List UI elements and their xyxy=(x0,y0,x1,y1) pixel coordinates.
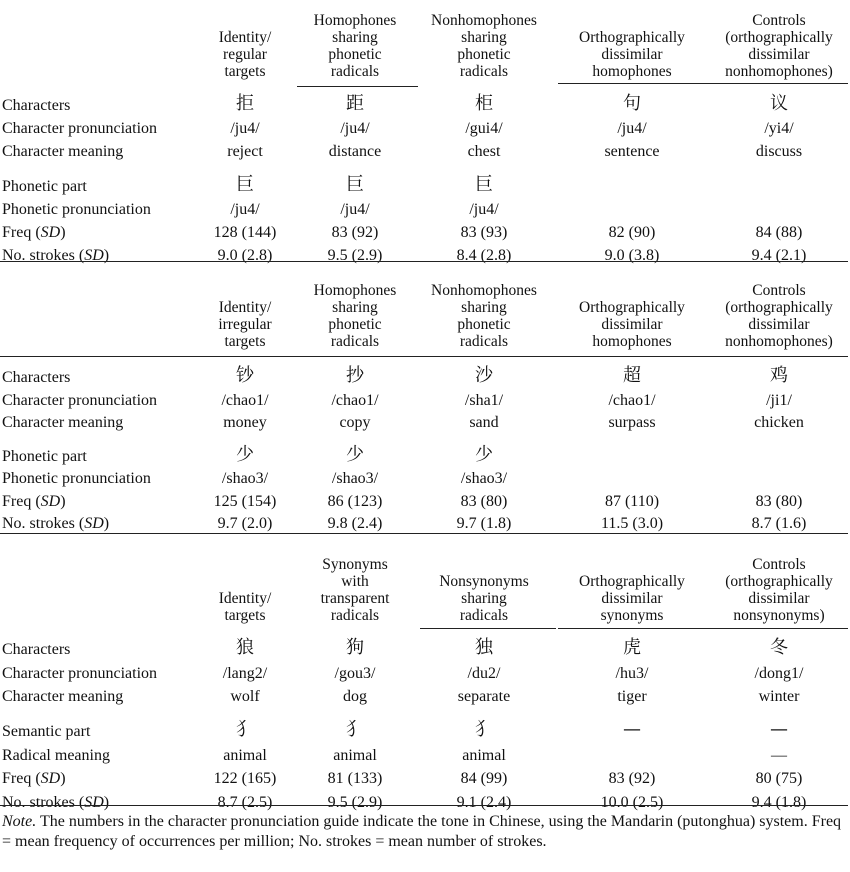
column-header-line: Nonhomophones xyxy=(431,12,537,29)
row-label xyxy=(2,368,70,388)
row-label xyxy=(2,447,87,467)
table-cell: 80 (75) xyxy=(755,770,803,788)
row-label xyxy=(2,119,157,139)
table-cell: 9.0 (3.8) xyxy=(604,246,660,264)
column-header-line: nonhomophones) xyxy=(725,63,833,80)
row-label-text: Character pronunciation xyxy=(2,664,158,682)
row-label-text: Freq xyxy=(2,770,32,788)
column-header xyxy=(557,573,707,624)
table-cell: reject xyxy=(227,143,263,160)
row-label-sd: SD xyxy=(40,770,61,788)
row-label xyxy=(2,142,123,162)
table-cell: 狼 xyxy=(236,637,254,658)
table-cell: 少 xyxy=(236,443,254,465)
table-cell: 125 (154) xyxy=(213,492,277,510)
column-header xyxy=(190,29,300,80)
header-rule xyxy=(420,628,556,629)
table-cell: money xyxy=(223,414,267,431)
row-label-text: Character meaning xyxy=(2,414,124,431)
column-header-line: Orthographically xyxy=(579,29,685,46)
column-header-line: phonetic xyxy=(457,46,511,63)
table-cell: separate xyxy=(457,688,511,705)
column-header xyxy=(704,12,850,80)
column-header xyxy=(190,590,300,624)
table-cell: /ju4/ xyxy=(340,120,370,137)
table-cell: — xyxy=(770,719,788,741)
column-header-line: Controls xyxy=(752,282,806,299)
column-header-line: dissimilar xyxy=(748,46,810,63)
table-cell: 8.4 (2.8) xyxy=(456,246,512,264)
row-label-text: Character pronunciation xyxy=(2,391,158,409)
column-header-line: Controls xyxy=(752,12,806,29)
table-cell: /ju4/ xyxy=(617,120,647,137)
table-cell: /ju4/ xyxy=(340,200,370,218)
table-cell: 鸡 xyxy=(770,365,788,386)
column-header-line: Identity/ xyxy=(218,590,272,607)
row-label xyxy=(2,722,90,742)
column-header-line: radicals xyxy=(330,607,380,624)
table-cell: /shao3/ xyxy=(460,470,508,488)
column-header-line: targets xyxy=(224,607,266,624)
table-cell: /ju4/ xyxy=(469,200,499,218)
table-cell: 巨 xyxy=(475,173,493,195)
row-label-sd: SD xyxy=(40,223,61,241)
row-label-text: Character pronunciation xyxy=(2,120,158,137)
row-label-text: Characters xyxy=(2,97,71,114)
column-header-line: Nonsynonyms xyxy=(439,573,529,590)
table-cell: 9.7 (1.8) xyxy=(456,515,512,533)
row-label-text: No. strokes xyxy=(2,793,75,811)
row-label-text: Phonetic pronunciation xyxy=(2,200,151,218)
table-cell: 议 xyxy=(770,93,788,114)
table-cell: 8.7 (1.6) xyxy=(751,515,807,533)
column-header-line: Nonhomophones xyxy=(431,282,537,299)
table-cell: 拒 xyxy=(236,93,254,114)
column-header-line: Controls xyxy=(752,556,806,573)
table-cell: /chao1/ xyxy=(608,391,656,409)
column-header xyxy=(409,573,559,624)
table-cell: 句 xyxy=(623,93,641,114)
table-cell: /du2/ xyxy=(467,664,501,682)
table-cell: animal xyxy=(462,746,506,764)
column-header-line: phonetic xyxy=(328,316,382,333)
note-text: The numbers in the character pronunciation guide indicate the tone in Chinese, using the Mandarin (putonghua) system. Freq = mean frequency of occurrences per million; No. strokes = mean number of strokes. xyxy=(2,813,842,850)
column-header xyxy=(704,556,850,624)
table-cell: 虎 xyxy=(623,637,641,658)
table-cell: /gui4/ xyxy=(465,120,503,137)
table-cell: winter xyxy=(758,688,800,705)
row-label-text: Characters xyxy=(2,369,71,386)
column-header-line: dissimilar xyxy=(601,316,663,333)
row-label: Freq (SD) xyxy=(2,492,66,510)
header-rule xyxy=(558,83,848,84)
table-cell: 冬 xyxy=(770,637,788,658)
table-cell: 83 (80) xyxy=(460,492,508,510)
table-cell: sentence xyxy=(604,143,660,160)
bottom-rule xyxy=(0,805,848,806)
row-label-text: Freq xyxy=(2,223,32,241)
column-header-line: sharing xyxy=(332,299,378,316)
column-header-line: (orthographically xyxy=(725,29,833,46)
table-cell: — xyxy=(623,719,641,741)
row-label-text: Character meaning xyxy=(2,143,124,160)
table-note xyxy=(2,812,848,852)
table-cell: 9.4 (1.8) xyxy=(751,793,807,811)
row-label-text: Characters xyxy=(2,641,71,658)
table-cell: tiger xyxy=(617,688,647,705)
table-cell: 9.4 (2.1) xyxy=(751,246,807,264)
table-cell: chicken xyxy=(754,414,804,431)
row-label-text: Freq xyxy=(2,492,32,510)
row-label-sd: SD xyxy=(84,793,104,811)
table-cell: dog xyxy=(343,688,367,705)
row-label: No. strokes (SD) xyxy=(2,793,110,811)
column-header-line: sharing xyxy=(461,590,507,607)
table-cell: 83 (93) xyxy=(460,223,508,241)
row-label xyxy=(2,200,151,220)
column-header-line: transparent xyxy=(320,590,390,607)
section-divider xyxy=(0,533,848,534)
section-divider xyxy=(0,261,848,262)
table-cell: sand xyxy=(469,414,499,431)
table-cell: 83 (80) xyxy=(755,492,803,510)
table-cell: 犭 xyxy=(475,719,493,741)
column-header-line: (orthographically xyxy=(725,573,833,590)
column-header-line: Synonyms xyxy=(322,556,388,573)
column-header-line: radicals xyxy=(459,607,509,624)
table-cell: 9.7 (2.0) xyxy=(217,515,273,533)
table-cell: /chao1/ xyxy=(331,391,379,409)
column-header-line: nonsynonyms) xyxy=(733,607,825,624)
row-label xyxy=(2,391,157,411)
table-cell: wolf xyxy=(230,688,260,705)
table-cell: 少 xyxy=(475,443,493,465)
table-cell: 犭 xyxy=(346,719,364,741)
table-cell: 8.7 (2.5) xyxy=(217,793,273,811)
column-header-line: sharing xyxy=(461,29,507,46)
column-header-line: Orthographically xyxy=(579,299,685,316)
table-cell: 抄 xyxy=(346,365,364,386)
column-header-line: homophones xyxy=(592,63,672,80)
table-cell: 9.5 (2.9) xyxy=(327,793,383,811)
row-label: Freq (SD) xyxy=(2,770,66,788)
table-cell: 83 (92) xyxy=(331,223,379,241)
column-header-line: sharing xyxy=(332,29,378,46)
column-header-line: dissimilar xyxy=(601,590,663,607)
table-cell: distance xyxy=(328,143,382,160)
header-rule xyxy=(0,356,848,357)
table-cell: discuss xyxy=(755,143,803,160)
table-cell: /shao3/ xyxy=(331,470,379,488)
column-header-line: dissimilar xyxy=(748,316,810,333)
table-cell: animal xyxy=(223,746,267,764)
table-cell: 沙 xyxy=(475,365,493,386)
column-header-line: sharing xyxy=(461,299,507,316)
table-cell: 犭 xyxy=(236,719,254,741)
row-label-text: Character meaning xyxy=(2,688,124,705)
row-label xyxy=(2,96,70,116)
table-cell: /dong1/ xyxy=(754,664,804,682)
column-header-line: with xyxy=(341,573,369,590)
table-cell: 84 (88) xyxy=(755,223,803,241)
table-cell: 84 (99) xyxy=(460,770,508,788)
row-label xyxy=(2,469,151,489)
table-cell: 86 (123) xyxy=(327,492,383,510)
table-cell: /ju4/ xyxy=(230,120,260,137)
table-cell: 9.0 (2.8) xyxy=(217,246,273,264)
column-header-line: targets xyxy=(224,333,266,350)
table-cell: /chao1/ xyxy=(221,391,269,409)
header-rule xyxy=(297,86,418,87)
table-cell: 128 (144) xyxy=(213,223,277,241)
row-label-text: No. strokes xyxy=(2,515,75,533)
row-label: No. strokes (SD) xyxy=(2,515,110,533)
column-header-line: Orthographically xyxy=(579,573,685,590)
column-header xyxy=(300,556,410,624)
table-cell: 柜 xyxy=(475,93,493,114)
row-label-text: Radical meaning xyxy=(2,746,110,764)
row-label-sd: SD xyxy=(40,492,61,510)
column-header-line: nonhomophones) xyxy=(725,333,833,350)
column-header-line: radicals xyxy=(330,333,380,350)
column-header-line: phonetic xyxy=(457,316,511,333)
table-cell: 钞 xyxy=(236,365,254,386)
column-header xyxy=(557,299,707,350)
table-cell: 独 xyxy=(475,637,493,658)
table-cell: 82 (90) xyxy=(608,223,656,241)
table-cell: 81 (133) xyxy=(327,770,383,788)
column-header-line: targets xyxy=(224,63,266,80)
row-label: Freq (SD) xyxy=(2,223,66,241)
column-header xyxy=(704,282,850,350)
column-header-line: regular xyxy=(223,46,267,63)
column-header-line: Homophones xyxy=(313,12,397,29)
column-header-line: dissimilar xyxy=(748,590,810,607)
row-label xyxy=(2,640,70,660)
table-cell: surpass xyxy=(608,414,656,431)
row-label-sd: SD xyxy=(84,246,104,264)
column-header-line: synonyms xyxy=(600,607,664,624)
table-cell: /ju4/ xyxy=(230,200,260,218)
column-header-line: radicals xyxy=(459,333,509,350)
header-rule xyxy=(558,628,848,629)
table-cell: /hu3/ xyxy=(615,664,649,682)
row-label-text: No. strokes xyxy=(2,246,75,264)
table-cell: 巨 xyxy=(346,173,364,195)
table-cell: 87 (110) xyxy=(604,492,660,510)
table-cell: 少 xyxy=(346,443,364,465)
column-header-line: radicals xyxy=(330,63,380,80)
row-label xyxy=(2,413,123,433)
table-cell: 超 xyxy=(623,365,641,386)
column-header-line: Identity/ xyxy=(218,299,272,316)
table-cell: 10.0 (2.5) xyxy=(600,793,664,811)
table-cell: /ji1/ xyxy=(766,391,792,409)
table-cell: /yi4/ xyxy=(764,120,794,137)
row-label xyxy=(2,177,87,197)
row-label-sd: SD xyxy=(84,515,104,533)
column-header-line: Identity/ xyxy=(218,29,272,46)
row-label xyxy=(2,687,123,707)
table-cell: 距 xyxy=(346,93,364,114)
column-header-line: (orthographically xyxy=(725,299,833,316)
row-label-text: Phonetic part xyxy=(2,177,87,195)
column-header-line: dissimilar xyxy=(601,46,663,63)
table-cell: 9.5 (2.9) xyxy=(327,246,383,264)
column-header xyxy=(409,12,559,80)
table-cell: 9.1 (2.4) xyxy=(456,793,512,811)
column-header-line: irregular xyxy=(218,316,272,333)
column-header xyxy=(557,29,707,80)
row-label-text: Phonetic part xyxy=(2,447,87,465)
table-cell: animal xyxy=(333,746,377,764)
table-cell: /sha1/ xyxy=(464,391,504,409)
row-label xyxy=(2,746,110,766)
column-header-line: homophones xyxy=(592,333,672,350)
column-header-line: phonetic xyxy=(328,46,382,63)
row-label: No. strokes (SD) xyxy=(2,246,110,264)
table-cell: 83 (92) xyxy=(608,770,656,788)
row-label xyxy=(2,664,157,684)
table-cell: /lang2/ xyxy=(222,664,268,682)
table-cell: /shao3/ xyxy=(221,470,269,488)
table-cell: 11.5 (3.0) xyxy=(600,515,664,533)
note-lead: Note. xyxy=(2,813,37,830)
row-label-text: Phonetic pronunciation xyxy=(2,470,151,488)
column-header xyxy=(190,299,300,350)
table-cell: 9.8 (2.4) xyxy=(327,515,383,533)
column-header-line: radicals xyxy=(459,63,509,80)
column-header xyxy=(409,282,559,350)
table-cell: — xyxy=(771,746,787,764)
column-header xyxy=(300,282,410,350)
column-header xyxy=(300,12,410,80)
table-cell: copy xyxy=(339,414,371,431)
table-cell: /gou3/ xyxy=(334,664,376,682)
row-label-text: Semantic part xyxy=(2,723,91,741)
table-cell: 狗 xyxy=(346,637,364,658)
table-cell: chest xyxy=(467,143,501,160)
column-header-line: Homophones xyxy=(313,282,397,299)
table-cell: 122 (165) xyxy=(213,770,277,788)
table-cell: 巨 xyxy=(236,173,254,195)
